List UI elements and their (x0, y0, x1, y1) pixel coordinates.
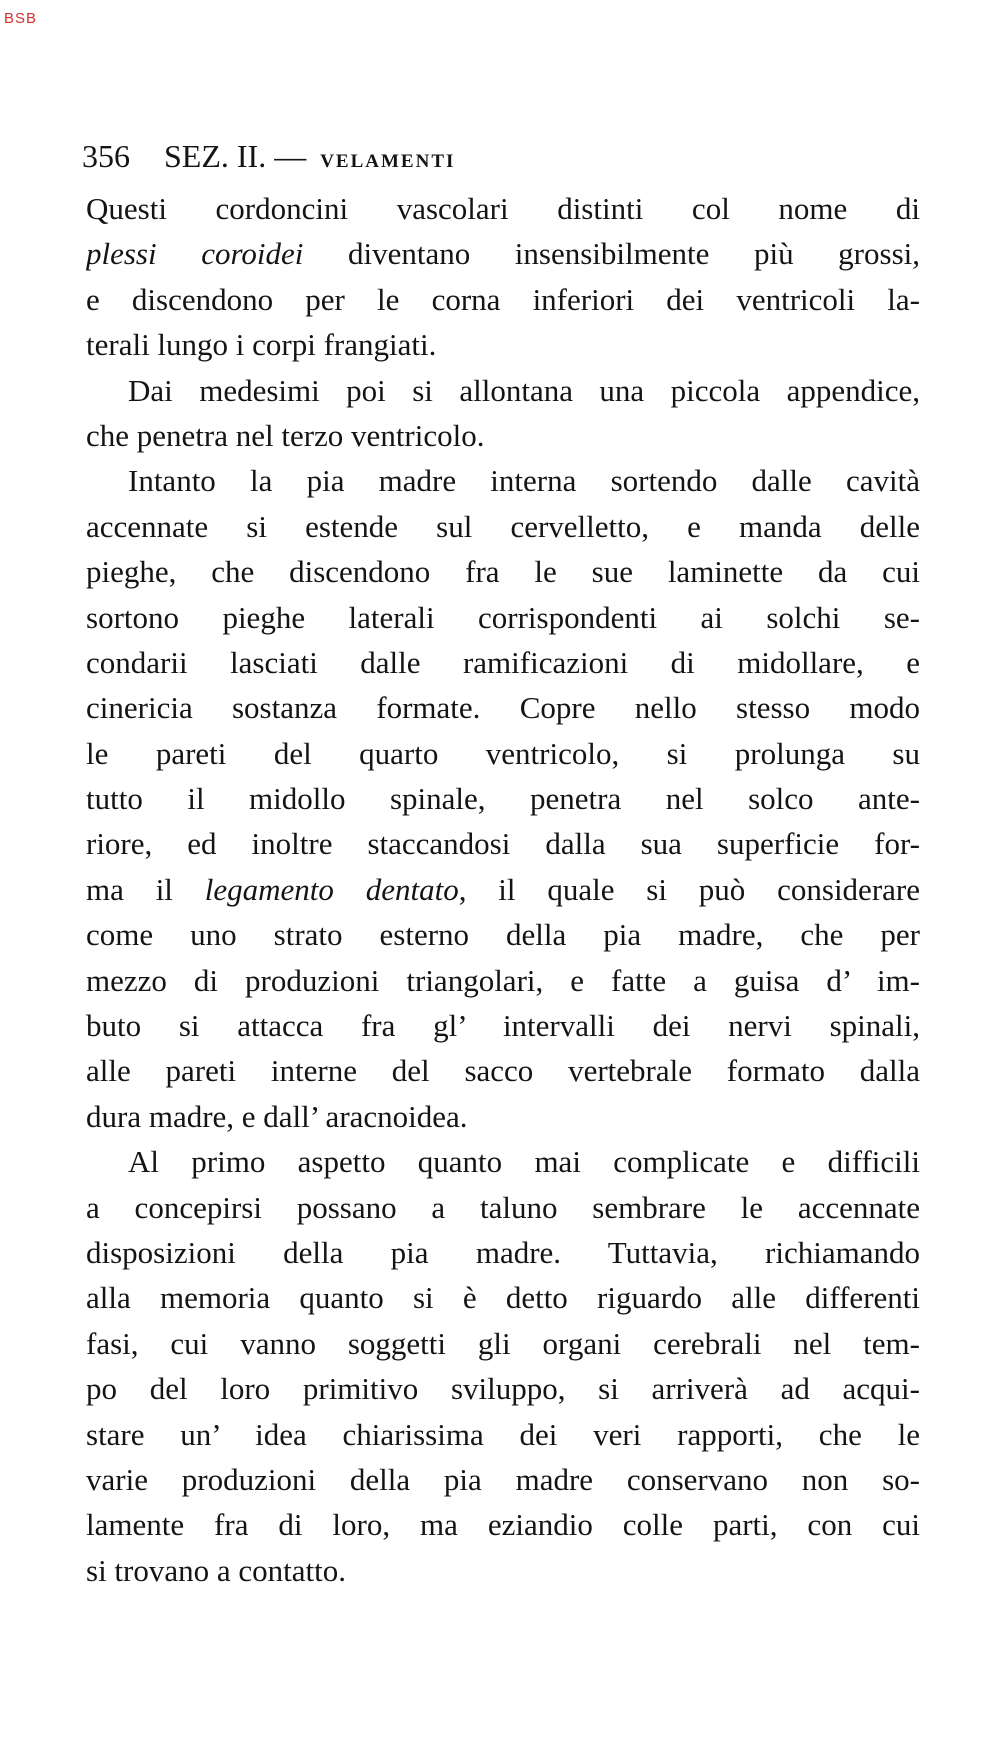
text-segment: cinericia sostanza formate. Copre nello stesso modo (86, 690, 920, 726)
text-line (86, 458, 920, 503)
text-segment: riore, ed inoltre staccandosi dalla sua superficie for- (86, 826, 920, 862)
text-segment: mezzo di produzioni triangolari, e fatte a guisa d’ im- (86, 962, 920, 998)
text-segment: pieghe, che discendono fra le sue laminette da cui (86, 554, 920, 590)
page-header (82, 138, 942, 182)
text-line (86, 595, 920, 640)
text-segment: ma il (86, 871, 205, 907)
text-segment: stare un’ idea chiarissima dei veri rapporti, che le (86, 1416, 920, 1452)
text-segment: terali lungo i corpi frangiati. (86, 327, 437, 363)
text-line (86, 1048, 920, 1093)
text-line (86, 912, 920, 957)
text-line (86, 1502, 920, 1547)
text-line (86, 549, 920, 594)
text-line (86, 731, 920, 776)
text-segment: alla memoria quanto si è detto riguardo alle differenti (86, 1280, 920, 1316)
text-segment: le pareti del quarto ventricolo, si prolunga su (86, 735, 920, 771)
italic-term: legamento dentato (204, 871, 459, 907)
text-line (86, 186, 920, 231)
text-line (86, 504, 920, 549)
text-segment: po del loro primitivo sviluppo, si arriverà ad acqui- (86, 1371, 920, 1407)
text-segment: Al primo aspetto quanto mai complicate e difficili (128, 1144, 920, 1180)
page-number: 356 (82, 138, 130, 174)
text-line (86, 1139, 920, 1184)
text-line (86, 322, 920, 367)
text-segment: disposizioni della pia madre. Tuttavia, richiamando (86, 1234, 920, 1270)
text-line (86, 368, 920, 413)
text-segment: e discendono per le corna inferiori dei ventricoli la- (86, 281, 920, 317)
text-line (86, 640, 920, 685)
text-line (86, 1185, 920, 1230)
text-segment: sortono pieghe laterali corrispondenti ai solchi se- (86, 599, 920, 635)
text-segment: alle pareti interne del sacco vertebrale formato dalla (86, 1053, 920, 1089)
text-segment: buto si attacca fra gl’ intervalli dei nervi spinali, (86, 1008, 920, 1044)
text-line (86, 1366, 920, 1411)
text-line (86, 776, 920, 821)
text-line (86, 1548, 920, 1593)
text-line (86, 413, 920, 458)
text-segment: lamente fra di loro, ma eziandio colle parti, con cui (86, 1507, 920, 1543)
text-segment: si trovano a contatto. (86, 1552, 346, 1588)
text-line (86, 1321, 920, 1366)
text-line (86, 231, 920, 276)
text-segment: , il quale si può considerare (458, 871, 920, 907)
text-segment: a concepirsi possano a taluno sembrare le accennate (86, 1189, 920, 1225)
section-label: SEZ. II. — (164, 138, 307, 174)
library-watermark: BSB (4, 10, 38, 27)
text-segment: dura madre, e dall’ aracnoidea. (86, 1098, 468, 1134)
text-line (86, 1457, 920, 1502)
body-text (86, 186, 920, 1593)
text-segment: varie produzioni della pia madre conservano non so- (86, 1461, 920, 1497)
text-segment: accennate si estende sul cervelletto, e manda delle (86, 508, 920, 544)
running-title: VELAMENTI (320, 151, 456, 172)
text-segment: condarii lasciati dalle ramificazioni di midollare, e (86, 644, 920, 680)
text-segment: Questi cordoncini vascolari distinti col nome di (86, 191, 920, 226)
italic-term: plessi coroidei (86, 236, 304, 272)
text-line (86, 958, 920, 1003)
text-line (86, 277, 920, 322)
text-segment: come uno strato esterno della pia madre, che per (86, 917, 920, 953)
text-segment: Dai medesimi poi si allontana una piccola appendice, (128, 372, 920, 408)
text-line (86, 821, 920, 866)
text-segment: Intanto la pia madre interna sortendo dalle cavità (128, 463, 920, 499)
text-segment: tutto il midollo spinale, penetra nel solco ante- (86, 781, 920, 817)
text-line (86, 1275, 920, 1320)
text-segment: che penetra nel terzo ventricolo. (86, 417, 485, 453)
text-line (86, 1412, 920, 1457)
text-segment: diventano insensibilmente più grossi, (303, 236, 920, 272)
text-segment: fasi, cui vanno soggetti gli organi cerebrali nel tem- (86, 1325, 920, 1361)
text-line (86, 685, 920, 730)
text-line (86, 867, 920, 912)
text-line (86, 1094, 920, 1139)
text-line (86, 1230, 920, 1275)
text-line (86, 1003, 920, 1048)
